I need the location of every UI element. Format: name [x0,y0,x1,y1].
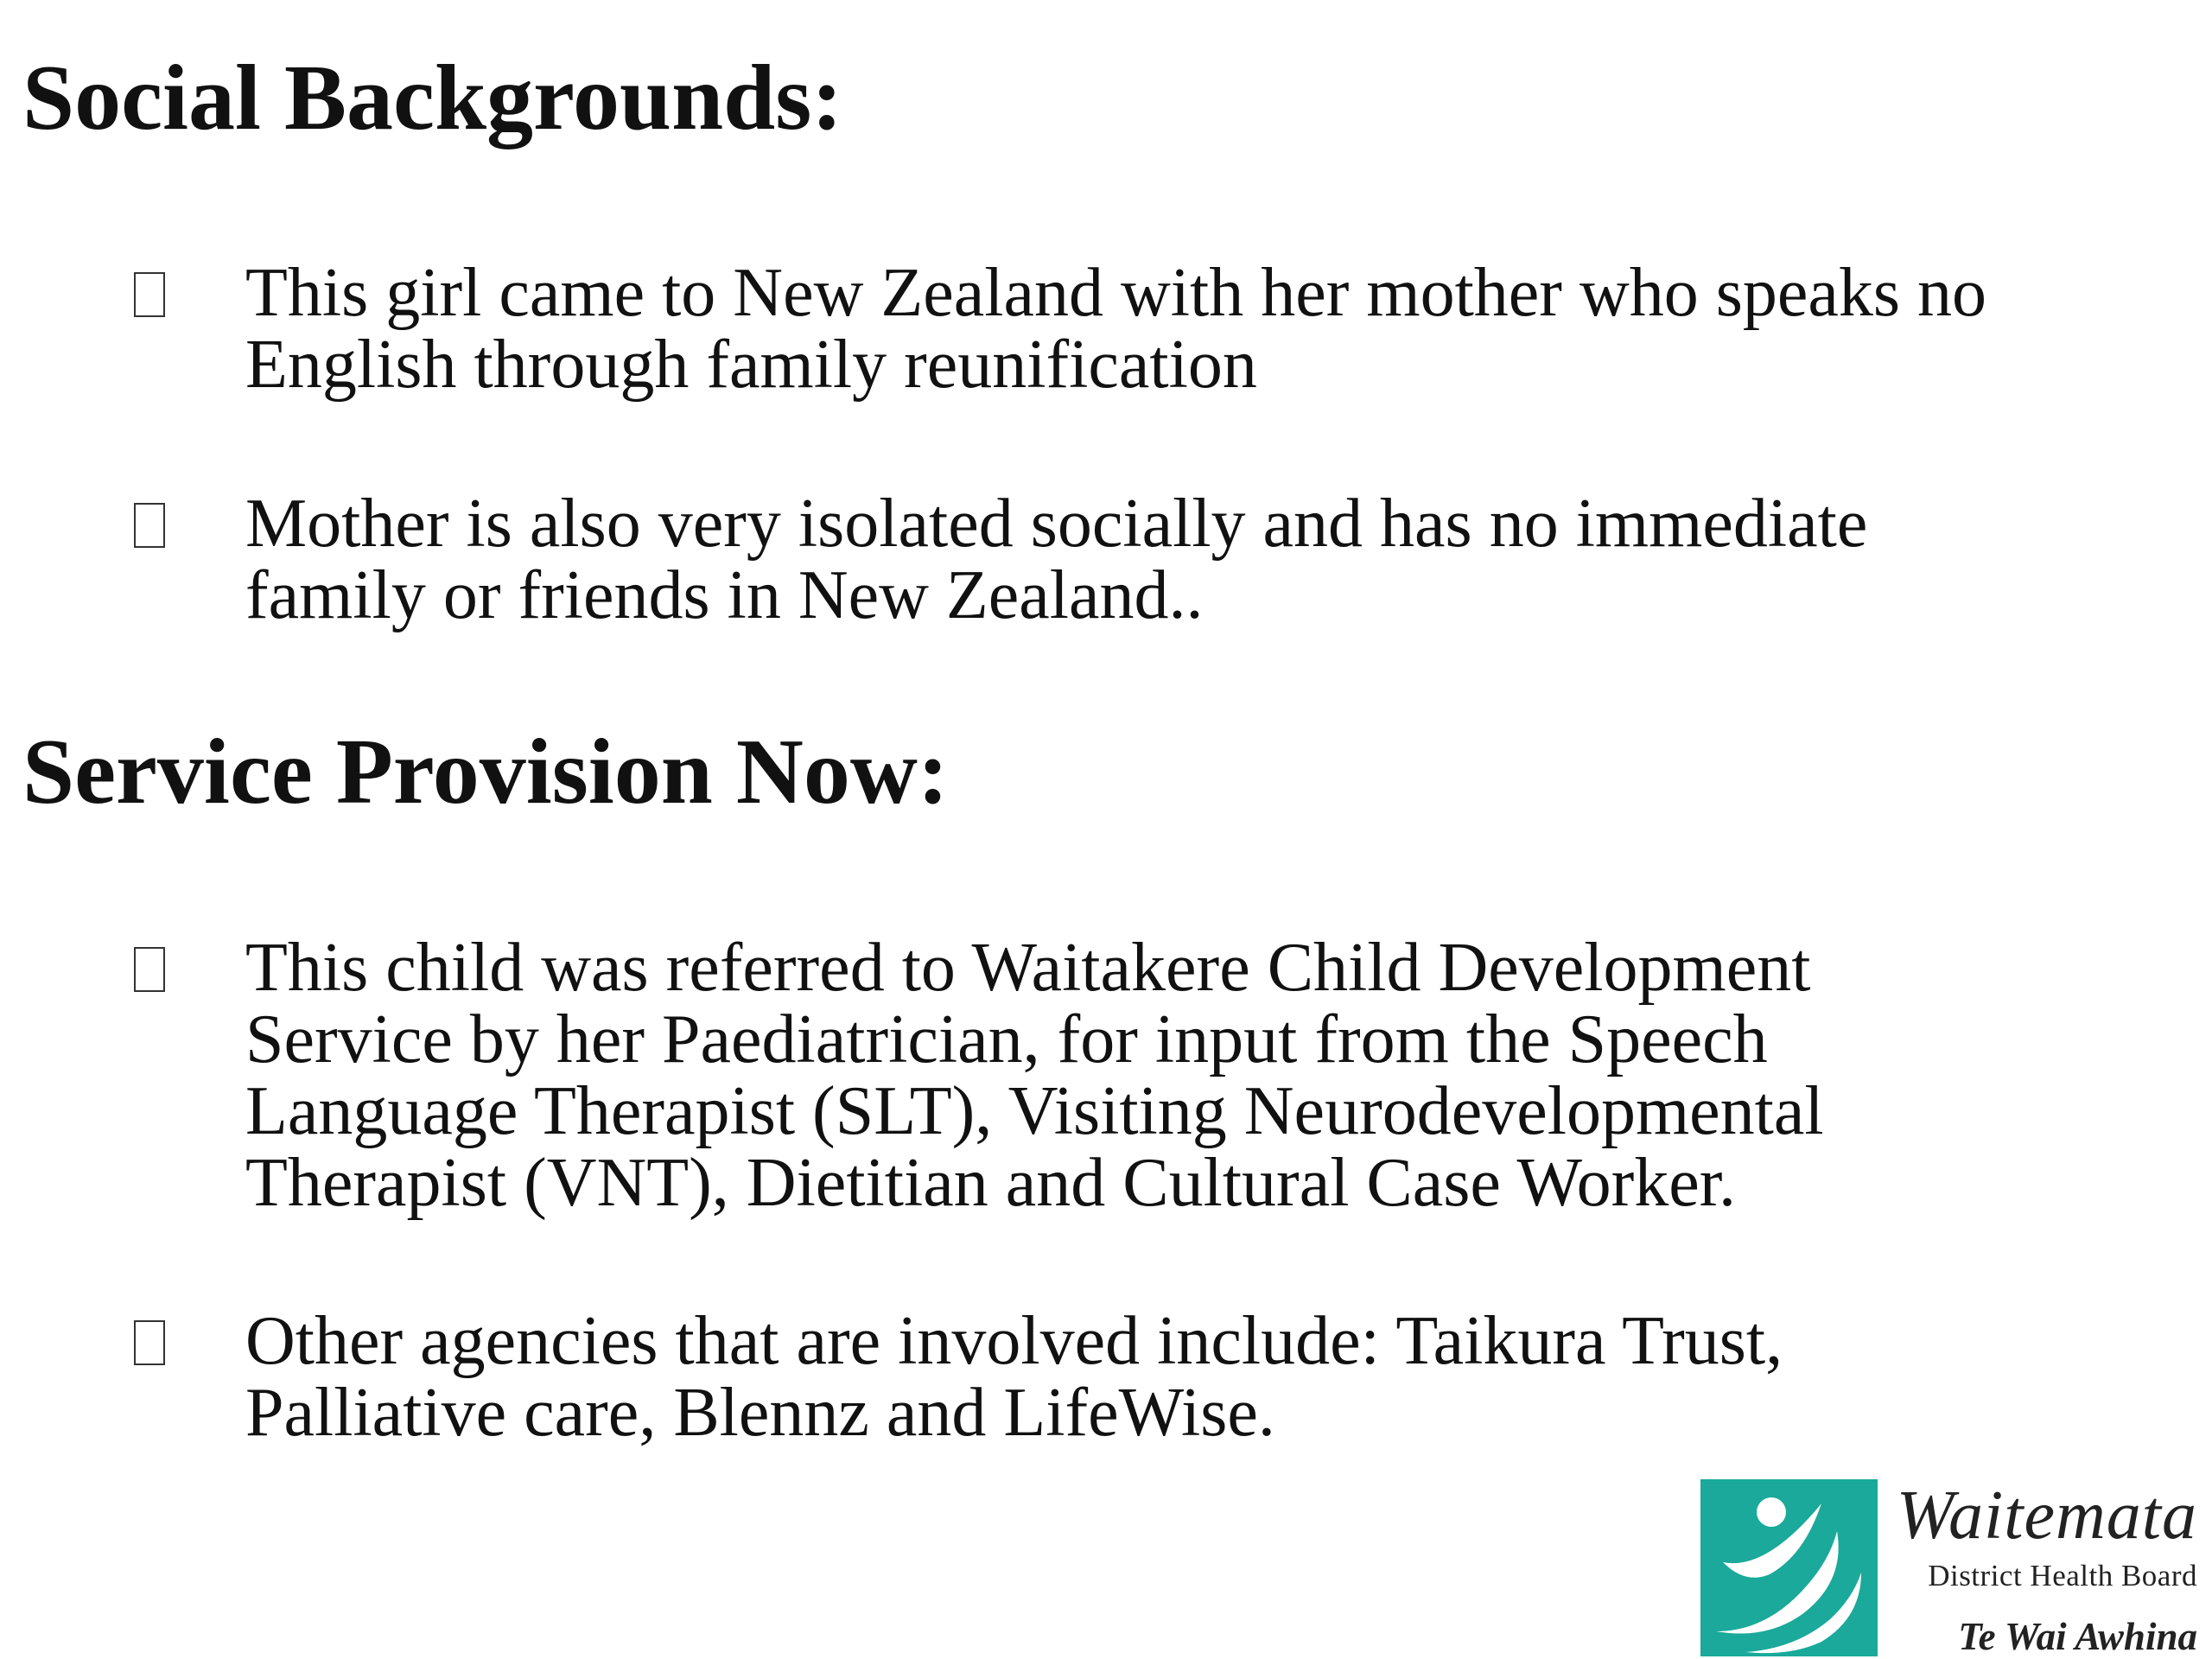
text-line: Other agencies that are involved include: Taikura Trust, [245,1303,1783,1379]
bullet-box-icon [134,1320,165,1365]
bullet-box-icon [134,272,165,317]
text-line: This girl came to New Zealand with her mother who speaks no [245,255,1986,331]
waitemata-dhb-logo [1700,1479,2202,1656]
logo-tagline: Te Wai Awhina [1958,1615,2197,1658]
bullet-item-text [245,257,2190,401]
bullet-item-text [245,932,2190,1219]
text-line: Mother is also very isolated socially and has no immediate [245,486,1868,562]
text-line: This child was referred to Waitakere Child Development [245,930,1811,1006]
bullet-item-text [245,488,2190,632]
waitemata-logo-icon [1700,1479,1878,1656]
bullet-box-icon [134,947,165,992]
text-line: family or friends in New Zealand.. [245,557,1204,633]
logo-name: Waitemata [1896,1478,2197,1554]
text-line: English through family reunification [245,327,1257,403]
bullet-item-text [245,1303,2190,1451]
logo-subtitle: District Health Board [1928,1559,2197,1592]
bullet-box-icon [134,503,165,548]
heading-social-backgrounds: Social Backgrounds: [22,47,843,149]
text-line: Therapist (VNT), Dietitian and Cultural Case Worker. [245,1145,1736,1221]
heading-service-provision: Service Provision Now: [22,721,949,823]
text-line: Palliative care, Blennz and LifeWise. [245,1375,1275,1451]
text-line: Language Therapist (SLT), Visiting Neurodevelopmental [245,1073,1824,1149]
text-line: Service by her Paediatrician, for input from the Speech [245,1001,1768,1077]
